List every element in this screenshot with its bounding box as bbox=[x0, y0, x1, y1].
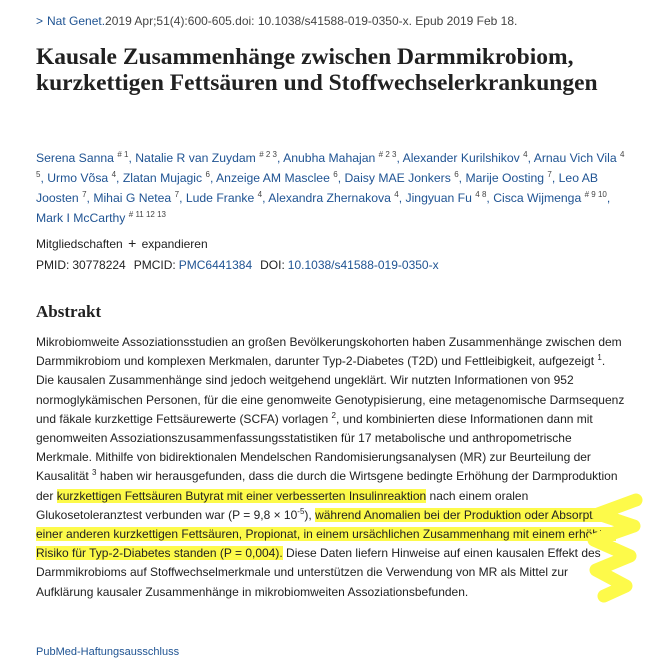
author-link[interactable]: Marije Oosting bbox=[465, 171, 545, 185]
author-link[interactable]: Lude Franke bbox=[185, 191, 255, 205]
author-link[interactable]: Daisy MAE Jonkers bbox=[344, 171, 451, 185]
author-link[interactable]: Alexander Kurilshikov bbox=[402, 151, 520, 165]
citation-line bbox=[36, 14, 517, 28]
author-link[interactable]: Natalie R van Zuydam bbox=[135, 151, 256, 165]
reference-2[interactable]: 2 bbox=[331, 410, 336, 420]
abstract-text-part: Mikrobiomweite Assoziationsstudien an großen Bevölkerungskohorten haben Zusammenhänge zwischen dem Darmmikrobiom und komplexen Merkmalen, darunter Typ-2-Diabetes (T2D) und Fettleibigkeit, aufgezeigt bbox=[36, 335, 622, 369]
author-affiliation-refs[interactable]: 4 5 bbox=[36, 149, 625, 179]
citation-details: 2019 Apr;51(4):600-605.doi: 10.1038/s41588-019-0350-x. Epub 2019 Feb 18. bbox=[105, 14, 518, 28]
abstract-text bbox=[36, 333, 626, 602]
author-affiliation-refs[interactable]: # 9 10 bbox=[584, 189, 607, 199]
pmcid-label: PMCID: bbox=[133, 258, 176, 272]
author-affiliation-refs[interactable]: # 2 3 bbox=[259, 149, 277, 159]
author-link[interactable]: Urmo Võsa bbox=[47, 171, 109, 185]
reference-1[interactable]: 1 bbox=[597, 353, 602, 363]
author-link[interactable]: Jingyuan Fu bbox=[405, 191, 472, 205]
page-title: Kausale Zusammenhänge zwischen Darmmikrobiom, kurzkettigen Fettsäuren und Stoffwechselerkrankungen bbox=[36, 44, 598, 96]
author-link[interactable]: Zlatan Mujagic bbox=[122, 171, 203, 185]
author-affiliation-refs[interactable]: # 2 3 bbox=[378, 149, 397, 159]
affiliations-label: Mitgliedschaften bbox=[36, 237, 123, 251]
identifiers bbox=[36, 258, 439, 272]
doi-label: DOI: bbox=[260, 258, 285, 272]
abstract-text-part: haben wir herausgefunden, dass die durch die Wirtsgene bedingte Erhöhung der Darmproduktion der bbox=[36, 469, 618, 503]
author-affiliation-refs[interactable]: 4 8 bbox=[475, 189, 487, 199]
author-link[interactable]: Anzeige AM Masclee bbox=[216, 171, 330, 185]
author-affiliation-refs[interactable]: 7 bbox=[547, 169, 552, 179]
author-affiliation-refs[interactable]: 7 bbox=[82, 189, 87, 199]
abstract-text-part: ), bbox=[304, 507, 312, 522]
chevron-right-icon[interactable]: > bbox=[36, 14, 44, 28]
abstract-text-part: . Die kausalen Zusammenhänge sind jedoch weitgehend ungeklärt. Wir nutzten Informationen von 952 normoglykämischen Personen, für die eine genomweite Genotypisierung, eine metagenomische Darmsequenz und fäkale kurzkettige Fettsäurewerte (SCFA) vorlagen bbox=[36, 354, 625, 426]
author-link[interactable]: Leo AB Joosten bbox=[36, 171, 598, 205]
author-affiliation-refs[interactable]: # 1 bbox=[117, 149, 129, 159]
author-affiliation-refs[interactable]: 6 bbox=[205, 169, 210, 179]
author-link[interactable]: Alexandra Zhernakova bbox=[268, 191, 391, 205]
highlight-propionate: während Anomalien bei der Produktion oder Absorption einer anderen kurzkettigen Fettsäuren, Propionat, in einem ursächlichen Zusammenhang mit einem erhöhten Risiko für Typ-2-Diabetes standen (P = 0,004). bbox=[36, 507, 616, 561]
reference-3[interactable]: 3 bbox=[92, 468, 97, 478]
disclaimer-link[interactable]: PubMed-Haftungsausschluss bbox=[36, 646, 180, 658]
highlight-butyrate: kurzkettigen Fettsäuren Butyrat mit einer verbesserten Insulinreaktion bbox=[56, 488, 427, 503]
abstract-text-part: nach einem oralen Glukosetoleranztest verbunden war (P = 9,8 × 10 bbox=[36, 488, 529, 522]
pmcid-link[interactable]: PMC6441384 bbox=[178, 258, 253, 272]
plus-icon[interactable]: + bbox=[128, 235, 137, 251]
author-affiliation-refs[interactable]: 4 bbox=[394, 189, 399, 199]
author-list: Serena Sanna $^{\# 1}$, Natalie R van Zuydam $^{\# 2 3}$, Anubha Mahajan $^{\# 2 3}$, Alexander Kurilshikov $^4$, Arnau Vich Vila $^{4 5}$, Urmo Võsa $^4$, Zlatan Mujagic $^6$, Anzeige AM Masclee $^6$, Daisy MAE Jonkers $^6$, Marije Oosting $^7$, Leo AB Joosten $^7$, Mihai G Netea $^7$, Lude Franke $^4$, Alexandra Zhernakova $^4$, Jingyuan Fu $^{4 8}$, Cisca Wijmenga $^{\# 9 10}$, Mark I McCarthy $^{\# 11 12 13}$ bbox=[36, 149, 625, 225]
author-link[interactable]: Mark I McCarthy bbox=[36, 211, 126, 225]
author-link[interactable]: Anubha Mahajan bbox=[283, 151, 376, 165]
doi-link[interactable]: 10.1038/s41588-019-0350-x bbox=[287, 258, 439, 272]
author-link[interactable]: Serena Sanna bbox=[36, 151, 114, 165]
abstract-text-part: Diese Daten liefern Hinweise auf einen kausalen Effekt des Darmmikrobioms auf Stoffwechselmerkmale und unterstützen die Verwendung von MR als Mittel zur Aufklärung kausaler Zusammenhänge in mikrobiomweiten Assoziationsbefunden. bbox=[36, 546, 601, 599]
author-affiliation-refs[interactable]: 6 bbox=[333, 169, 338, 179]
author-link[interactable]: Arnau Vich Vila bbox=[533, 151, 617, 165]
author-affiliation-refs[interactable]: 6 bbox=[454, 169, 459, 179]
abstract-heading: Abstrakt bbox=[36, 302, 102, 321]
pmid-value: 30778224 bbox=[72, 258, 126, 272]
exponent: -5 bbox=[297, 506, 305, 516]
affiliations-toggle[interactable] bbox=[36, 235, 208, 251]
author-affiliation-refs[interactable]: 4 bbox=[523, 149, 528, 159]
author-link[interactable]: Mihai G Netea bbox=[93, 191, 172, 205]
author-affiliation-refs[interactable]: 4 bbox=[257, 189, 263, 199]
author-affiliation-refs[interactable]: 7 bbox=[174, 189, 180, 199]
author-affiliation-refs[interactable]: # 11 12 13 bbox=[128, 209, 166, 219]
author-affiliation-refs[interactable]: 4 bbox=[111, 169, 117, 179]
abstract-text-part: , und kombinierten diese Informationen dann mit genomweiten Assoziationszusammenfassungsstatistiken für 17 metabolische und anthropometrische Merkmale. Mithilfe von bidirektionalen Mendelschen Randomisierungsanalysen (MR) zur Beurteilung der Kausalität bbox=[36, 411, 593, 484]
pmid-label: PMID: bbox=[36, 258, 70, 272]
author-link[interactable]: Cisca Wijmenga bbox=[493, 191, 582, 205]
expand-link[interactable]: expandieren bbox=[141, 237, 208, 251]
journal-link[interactable]: Nat Genet. bbox=[47, 14, 106, 28]
